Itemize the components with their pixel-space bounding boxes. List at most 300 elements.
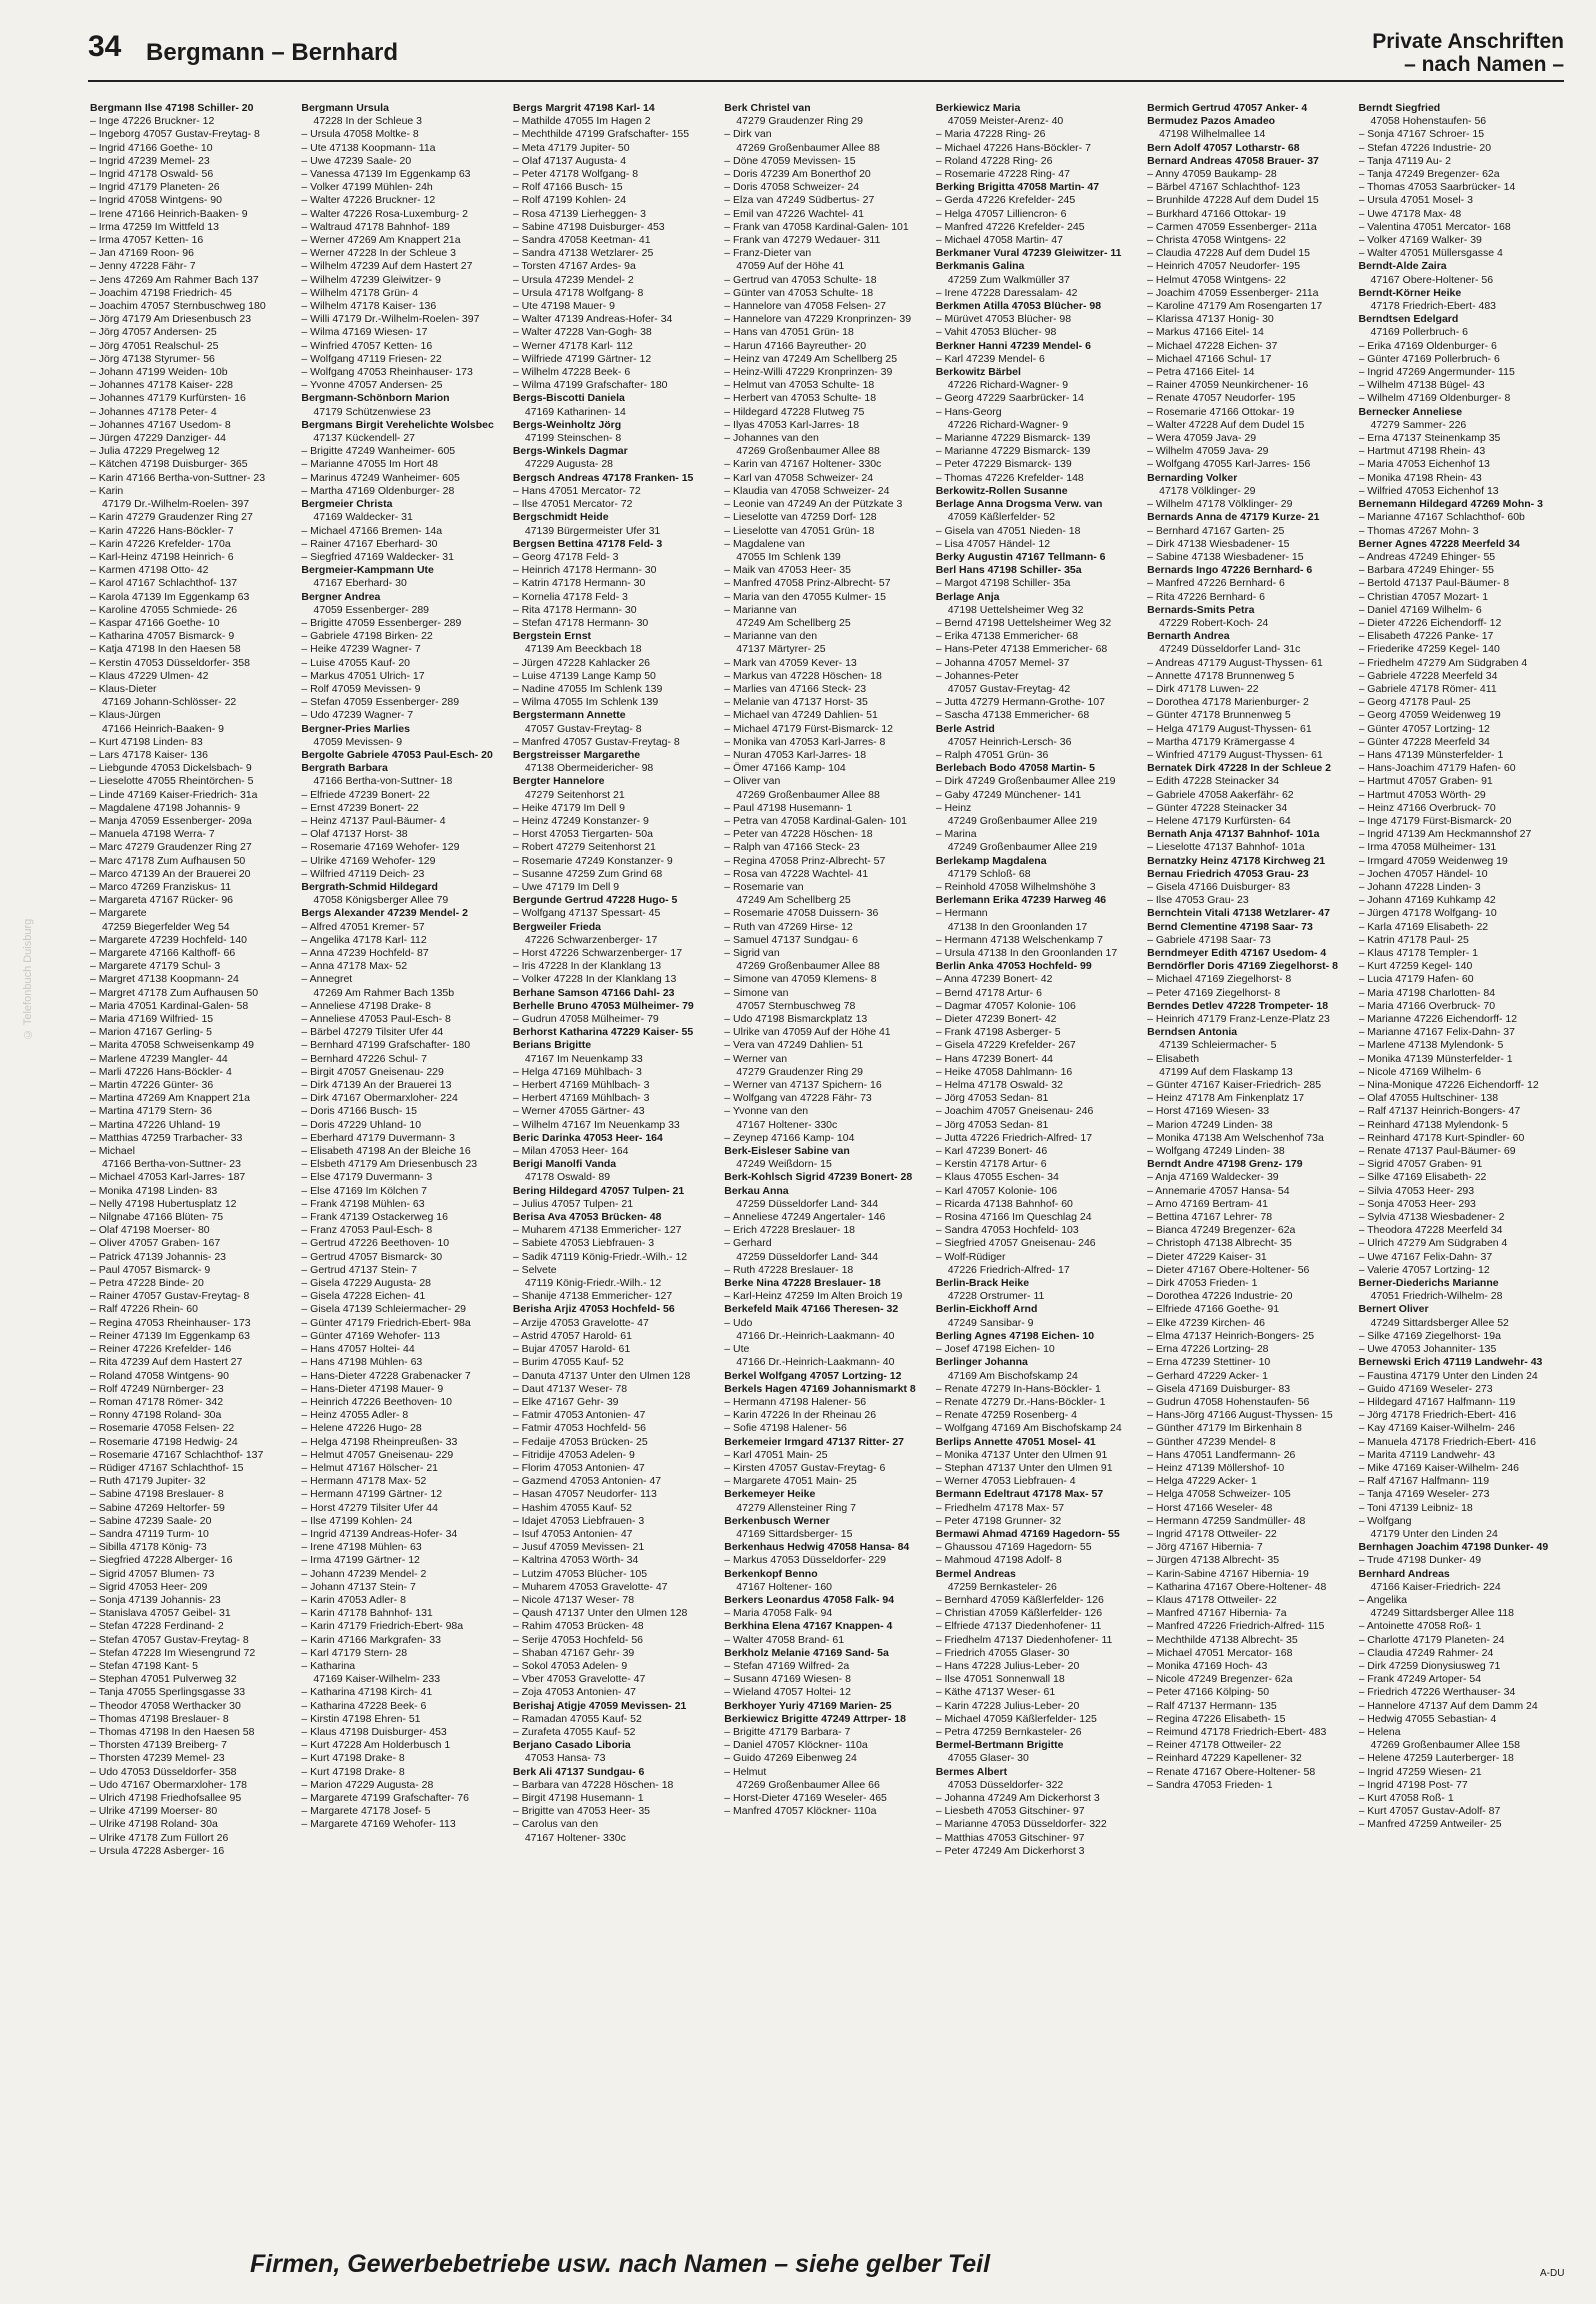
- listing-entry: – Jörg 47138 Styrumer- 56: [90, 352, 215, 365]
- listing-entry: – Wieland 47057 Holtei- 12: [724, 1686, 851, 1699]
- page-title: Bergmann – Bernhard: [146, 39, 399, 66]
- listing-entry: – Kirstin 47198 Ehren- 51: [301, 1712, 421, 1725]
- listing-entry: Berkholz Melanie 47169 Sand- 5a: [724, 1646, 889, 1659]
- listing-entry: – Hans-Jörg 47166 August-Thyssen- 15: [1147, 1409, 1333, 1422]
- listing-entry: – Ute 47138 Koopmann- 11a: [301, 141, 436, 154]
- listing-entry: – Martina 47226 Uhland- 19: [90, 1118, 221, 1131]
- listing-entry: – Carmen 47059 Essenberger- 211a: [1147, 220, 1317, 233]
- listing-entry: – Jusuf 47059 Mevissen- 21: [512, 1541, 645, 1554]
- listing-entry: – Karin 47226 Krefelder- 170a: [90, 537, 231, 550]
- listing-entry: – Monika 47138 Am Welschenhof 73a: [1147, 1131, 1324, 1144]
- listing-entry: – Peter 47198 Grunner- 32: [935, 1514, 1062, 1527]
- listing-entry: – Dirk 47249 Großenbaumer Allee 219: [935, 775, 1116, 788]
- listing-entry: – Udo 47198 Bismarckplatz 13: [724, 1013, 868, 1026]
- listing-entry: – Gabriele 47198 Saar- 73: [1147, 933, 1271, 946]
- listing-entry: Berkenbusch Werner: [724, 1514, 830, 1527]
- listing-entry: – Dirk 47259 Dionysiusweg 71: [1358, 1659, 1501, 1672]
- listing-entry: – Kurt 47058 Roß- 1: [1358, 1792, 1454, 1804]
- listing-entry: – Walter 47228 Auf dem Dudel 15: [1147, 418, 1305, 431]
- listing-entry: 47249 Sittardsberger Allee 118: [1370, 1607, 1514, 1620]
- listing-entry: – Heike 47058 Dahlmann- 16: [935, 1065, 1073, 1078]
- listing-entry: – Heinz-Willi 47229 Kronprinzen- 39: [724, 366, 893, 379]
- listing-entry: – Gisela 47229 Krefelder- 267: [935, 1039, 1076, 1052]
- listing-entry: 47167 Obere-Holtener- 56: [1370, 273, 1494, 286]
- listing-entry: – Marianne 47229 Bismarck- 139: [935, 432, 1091, 445]
- listing-entry: – Hannelore 47137 Auf dem Damm 24: [1358, 1699, 1538, 1712]
- listing-entry: Berner Agnes 47228 Meerfeld 34: [1358, 537, 1520, 550]
- listing-entry: – Marlene 47138 Mylendonk- 5: [1358, 1039, 1504, 1052]
- listing-entry: – Serije 47053 Hochfeld- 56: [512, 1633, 644, 1646]
- listing-entry: Bernards-Smits Petra: [1147, 603, 1255, 616]
- listing-entry: – Kornelia 47178 Feld- 3: [512, 590, 628, 603]
- listing-entry: – Sandra 47119 Turm- 10: [90, 1527, 209, 1540]
- listing-entry: – Dieter 47239 Bonert- 42: [935, 1013, 1057, 1026]
- listing-entry: – Maria 47228 Ring- 26: [935, 128, 1046, 141]
- listing-entry: – Karla 47169 Elisabeth- 22: [1358, 920, 1489, 933]
- listing-entry: – Sofie 47198 Halener- 56: [724, 1422, 847, 1435]
- listing-entry: – Jutta 47226 Friedrich-Alfred- 17: [935, 1131, 1093, 1144]
- listing-entry: – Zeynep 47166 Kamp- 104: [724, 1131, 855, 1144]
- listing-entry: – Manfred 47226 Krefelder- 245: [935, 220, 1085, 233]
- listing-entry: Berkenkopf Benno: [724, 1567, 818, 1580]
- listing-entry: 47138 In den Groonlanden 17: [947, 920, 1088, 933]
- listing-entry: – Frank van 47279 Wedauer- 311: [724, 234, 881, 247]
- listing-entry: 47178 Friedrich-Ebert- 483: [1370, 300, 1497, 313]
- listing-entry: – Nuran 47053 Karl-Jarres- 18: [724, 748, 867, 761]
- listing-entry: – Helga 47057 Lilliencron- 6: [935, 207, 1067, 220]
- listing-entry: – Rosa 47139 Lierheggen- 3: [512, 207, 646, 220]
- listing-entry: – Wilhelm 47239 Gleiwitzer- 9: [301, 273, 441, 286]
- listing-entry: 47178 Oswald- 89: [524, 1171, 611, 1184]
- listing-entry: – Oliver van: [724, 775, 781, 788]
- listing-entry: – Idajet 47053 Liebfrauen- 3: [512, 1514, 645, 1527]
- listing-entry: – Bernhard 47226 Schul- 7: [301, 1052, 427, 1065]
- listing-entry: Bernchtein Vitali 47138 Wetzlarer- 47: [1147, 907, 1330, 920]
- listing-entry: – Michael: [90, 1145, 135, 1158]
- listing-entry: 47051 Friedrich-Wilhelm- 28: [1370, 1290, 1503, 1303]
- listing-entry: – Kurt 47057 Gustav-Adolf- 87: [1358, 1805, 1501, 1818]
- listing-entry: 47249 Weißdorn- 15: [736, 1158, 832, 1171]
- listing-entry: – Irma 47058 Mülheimer- 131: [1358, 841, 1497, 854]
- listing-entry: 47279 Graudenzer Ring 29: [736, 115, 863, 128]
- listing-entry: Bernatek Dirk 47228 In der Schleue 2: [1147, 762, 1331, 775]
- listing-entry: – Barbara van 47228 Höschen- 18: [512, 1778, 674, 1791]
- listing-entry: – Lieselotte 47137 Bahnhof- 101a: [1147, 841, 1305, 854]
- listing-entry: – Erika 47169 Oldenburger- 6: [1358, 339, 1497, 352]
- listing-entry: – Gerda 47226 Krefelder- 245: [935, 194, 1076, 207]
- listing-entry: – Mike 47169 Kaiser-Wilhelm- 246: [1358, 1461, 1520, 1474]
- listing-entry: – Gudrun 47058 Hohenstaufen- 56: [1147, 1395, 1310, 1408]
- listing-entry: 47179 Schützenwiese 23: [313, 405, 431, 418]
- listing-entry: – Renate 47279 Dr.-Hans-Böckler- 1: [935, 1395, 1106, 1408]
- listing-entry: – Martin 47226 Günter- 36: [90, 1079, 214, 1092]
- listing-entry: – Matthias 47259 Trarbacher- 33: [90, 1131, 243, 1144]
- listing-entry: – Inge 47226 Bruckner- 12: [90, 115, 215, 128]
- listing-entry: – Anna 47178 Max- 52: [301, 960, 408, 973]
- listing-entry: Berl Hans 47198 Schiller- 35a: [935, 564, 1082, 577]
- listing-entry: – Johanna 47249 Am Dickerhorst 3: [935, 1792, 1100, 1804]
- listing-entry: – Daniel 47169 Wilhelm- 6: [1358, 603, 1482, 616]
- listing-entry: – Sigrid van: [724, 947, 780, 959]
- listing-entry: – Karl 47051 Main- 25: [724, 1448, 828, 1461]
- listing-entry: 47199 Steinschen- 8: [524, 432, 622, 445]
- listing-entry: – Silke 47169 Elisabeth- 22: [1358, 1171, 1487, 1184]
- listing-entry: – Emil van 47226 Wachtel- 41: [724, 207, 864, 220]
- listing-entry: – Michael 47053 Karl-Jarres- 187: [90, 1171, 246, 1184]
- listing-entry: – Kerstin 47178 Artur- 6: [935, 1158, 1047, 1171]
- listing-entry: – Bärbel 47279 Tilsiter Ufer 44: [301, 1026, 444, 1039]
- listing-entry: – Rosemarie 47249 Konstanzer- 9: [512, 854, 673, 867]
- listing-entry: – Ruth 47228 Breslauer- 18: [724, 1263, 854, 1276]
- listing-entry: – Ralf 47137 Heinrich-Bongers- 47: [1358, 1105, 1521, 1118]
- listing-entry: 47166 Heinrich-Baaken- 9: [102, 722, 224, 735]
- listing-entry: – Liesbeth 47053 Gitschiner- 97: [935, 1805, 1085, 1818]
- listing-entry: – Bettina 47167 Lehrer- 78: [1147, 1211, 1273, 1224]
- listing-entry: – Sabine 47198 Breslauer- 8: [90, 1488, 224, 1501]
- listing-entry: – Klaus 47055 Eschen- 34: [935, 1171, 1059, 1184]
- listing-entry: – Hermann 47198 Halener- 56: [724, 1395, 867, 1408]
- listing-entry: – Ulrike van 47059 Auf der Höhe 41: [724, 1026, 891, 1039]
- listing-entry: Berishaj Atigje 47059 Mevissen- 21: [512, 1699, 687, 1712]
- listing-entry: – Günter van 47053 Schulte- 18: [724, 286, 874, 299]
- listing-entry: – Günter 47169 Pollerbruch- 6: [1358, 352, 1500, 365]
- listing-entry: – Johann 47199 Weiden- 10b: [90, 366, 228, 379]
- listing-entry: – Ingrid 47259 Wiesen- 21: [1358, 1765, 1482, 1778]
- listing-entry: – Heinrich 47178 Hermann- 30: [512, 564, 657, 577]
- page-header: [88, 30, 1564, 82]
- listing-entry: – Franz-Dieter van: [724, 247, 812, 260]
- listing-entry: 47166 Bertha-von-Suttner- 18: [313, 775, 453, 788]
- listing-entry: Bernemann Hildegard 47269 Mohn- 3: [1358, 498, 1543, 511]
- listing-entry: – Kurt 47228 Am Holderbusch 1: [301, 1739, 451, 1752]
- listing-entry: – Peter van 47228 Höschen- 18: [724, 828, 873, 841]
- listing-entry: – Karin van 47167 Holtener- 330c: [724, 458, 882, 471]
- listing-entry: – Wilma 47169 Wiesen- 17: [301, 326, 428, 339]
- listing-entry: – Christoph 47138 Albrecht- 35: [1147, 1237, 1292, 1250]
- listing-entry: – Rolf 47199 Kohlen- 24: [512, 194, 627, 207]
- listing-entry: – Frank 47139 Ostackerweg 16: [301, 1211, 448, 1224]
- listing-entry: – Markus 47053 Düsseldorfer- 229: [724, 1554, 886, 1567]
- listing-entry: – Elisabeth 47198 An der Bleiche 16: [301, 1145, 471, 1158]
- listing-entry: 47249 Am Schellberg 25: [736, 616, 851, 629]
- listing-entry: – Julia 47229 Pregelweg 12: [90, 445, 220, 458]
- listing-entry: 47226 Friedrich-Alfred- 17: [947, 1263, 1070, 1276]
- footer-note: Firmen, Gewerbebetriebe usw. nach Namen – siehe gelber Teil: [250, 2250, 991, 2278]
- listing-entry: 47167 Holtener- 160: [736, 1580, 833, 1593]
- listing-entry: – Johann 47169 Kuhkamp 42: [1358, 894, 1496, 907]
- listing-entry: – Walter 47139 Andreas-Hofer- 34: [512, 313, 673, 326]
- listing-entry: 47169 Sittardsberger- 15: [736, 1527, 853, 1540]
- listing-entry: – Johannes 47178 Peter- 4: [90, 405, 217, 418]
- listing-entry: – Hasan 47057 Neudorfer- 113: [512, 1488, 657, 1501]
- listing-entry: – Thomas 47198 In den Haesen 58: [90, 1725, 255, 1738]
- listing-entry: – Petra van 47058 Kardinal-Galen- 101: [724, 814, 907, 827]
- listing-entry: – Mechthilde 47199 Grafschafter- 155: [512, 128, 690, 141]
- listing-entry: – Elfriede 47239 Bonert- 22: [301, 788, 430, 801]
- listing-entry: – Siegfried 47057 Gneisenau- 246: [935, 1237, 1096, 1250]
- listing-entry: – Ursula 47239 Mendel- 2: [512, 273, 634, 286]
- listing-entry: – Ingrid 47178 Oswald- 56: [90, 168, 214, 181]
- listing-entry: 47138 Obermeidericher- 98: [524, 762, 654, 775]
- listing-entry: 47228 Orstrumer- 11: [947, 1290, 1045, 1303]
- listing-entry: – Erich 47228 Breslauer- 18: [724, 1224, 856, 1237]
- listing-entry: Bernarding Volker: [1147, 471, 1238, 484]
- listing-entry: Bermann Edeltraut 47178 Max- 57: [935, 1488, 1104, 1501]
- listing-entry: – Winfried 47057 Ketten- 16: [301, 339, 433, 352]
- listing-entry: – Johann 47239 Mendel- 2: [301, 1567, 427, 1580]
- listing-entry: – Ingrid 47269 Angermunder- 115: [1358, 366, 1515, 379]
- listing-entry: 47059 Essenberger- 289: [313, 603, 430, 616]
- listing-entry: – Gertrud van 47053 Schulte- 18: [724, 273, 877, 286]
- listing-entry: – Julius 47057 Tulpen- 21: [512, 1197, 634, 1210]
- listing-entry: Berk Christel van: [724, 102, 811, 114]
- listing-entry: 47053 Hansa- 73: [524, 1752, 606, 1765]
- listing-entry: Bergs-Winkels Dagmar: [512, 445, 628, 458]
- listing-column-3: [513, 102, 718, 2212]
- listing-entry: – Maria 47166 Overbruck- 70: [1358, 999, 1496, 1012]
- listing-entry: 47269 Großenbaumer Allee 88: [736, 445, 880, 458]
- listing-entry: 47179 Dr.-Wilhelm-Roelen- 397: [102, 498, 250, 511]
- listing-entry: – Ilse 47053 Grau- 23: [1147, 894, 1249, 907]
- listing-entry: – Karin 47226 Hans-Böckler- 7: [90, 524, 234, 537]
- listing-entry: – Frank 47198 Mühlen- 63: [301, 1197, 425, 1210]
- listing-entry: – Marco 47269 Franziskus- 11: [90, 880, 232, 893]
- listing-entry: – Wolfgang 47119 Friesen- 22: [301, 352, 442, 365]
- listing-entry: – Walter 47058 Brand- 61: [724, 1633, 845, 1646]
- listing-entry: Bernhard Andreas: [1358, 1567, 1450, 1580]
- listing-entry: – Liebgunde 47053 Dickelsbach- 9: [90, 762, 252, 775]
- listing-entry: – Silvia 47053 Heer- 293: [1358, 1184, 1475, 1197]
- listing-entry: – Faustina 47179 Unter den Linden 24: [1358, 1369, 1538, 1382]
- listing-entry: – Milan 47053 Heer- 164: [512, 1145, 629, 1158]
- listing-entry: 47137 Kückendell- 27: [313, 432, 415, 445]
- listing-entry: – Mahmoud 47198 Adolf- 8: [935, 1554, 1062, 1567]
- listing-entry: Bergstreisser Margarethe: [512, 748, 641, 761]
- listing-entry: – Hermann: [935, 907, 988, 920]
- listing-entry: – Hannelore van 47058 Felsen- 27: [724, 300, 886, 313]
- listing-entry: 47059 Käßlerfelder- 52: [947, 511, 1056, 524]
- listing-entry: Berlips Annette 47051 Mosel- 41: [935, 1435, 1096, 1448]
- listing-entry: – Yvonne van den: [724, 1105, 809, 1118]
- listing-entry: 47279 Seitenhorst 21: [524, 788, 625, 801]
- listing-entry: 47279 Allensteiner Ring 7: [736, 1501, 856, 1514]
- listing-entry: – Bernd 47178 Artur- 6: [935, 986, 1042, 999]
- listing-entry: Berjano Casado Liboria: [512, 1739, 631, 1752]
- listing-entry: – Vera van 47249 Dahlien- 51: [724, 1039, 864, 1052]
- listing-entry: – Matthias 47053 Gitschiner- 97: [935, 1831, 1085, 1844]
- listing-entry: – Karol 47167 Schlachthof- 137: [90, 577, 238, 590]
- listing-entry: – Gertrud 47137 Stein- 7: [301, 1263, 417, 1276]
- listing-entry: – Zoja 47053 Antonien- 47: [512, 1686, 637, 1699]
- listing-entry: – Herbert van 47053 Schulte- 18: [724, 392, 877, 405]
- listing-entry: – Horst 47226 Schwarzenberger- 17: [512, 947, 683, 959]
- listing-entry: – Tanja 47055 Sperlingsgasse 33: [90, 1686, 246, 1699]
- page-number: 34: [88, 30, 122, 63]
- listing-entry: – Regina 47226 Elisabeth- 15: [1147, 1712, 1286, 1725]
- listing-entry: – Marco 47139 An der Brauerei 20: [90, 867, 251, 880]
- listing-entry: – Reiner 47226 Krefelder- 146: [90, 1343, 232, 1356]
- listing-entry: – Monika 47169 Hoch- 43: [1147, 1659, 1268, 1672]
- listing-entry: – Dirk 47167 Obermarxloher- 224: [301, 1092, 458, 1105]
- listing-entry: – Ulrike 47169 Wehofer- 129: [301, 854, 436, 867]
- listing-entry: Berndmeyer Edith 47167 Usedom- 4: [1147, 947, 1327, 959]
- listing-entry: – Mathilde 47055 Im Hagen 2: [512, 115, 651, 128]
- listing-entry: – Michael 47051 Mercator- 168: [1147, 1646, 1293, 1659]
- listing-entry: – Elfriede 47137 Diedenhofener- 11: [935, 1620, 1102, 1633]
- listing-entry: – Elisabeth: [1147, 1052, 1200, 1065]
- listing-entry: Bernard Andreas 47058 Brauer- 37: [1147, 154, 1319, 167]
- listing-entry: – Sabine 47239 Saale- 20: [90, 1514, 212, 1527]
- listing-entry: – Sabine 47138 Wiesbadener- 15: [1147, 550, 1304, 563]
- listing-entry: – Helmut: [724, 1765, 767, 1778]
- listing-entry: Berk Ali 47137 Sundgau- 6: [512, 1765, 645, 1778]
- listing-entry: – Wilhelm 47178 Kaiser- 136: [301, 300, 437, 313]
- listing-column-4: [724, 102, 929, 2212]
- listing-entry: – Daut 47137 Weser- 78: [512, 1382, 628, 1395]
- listing-entry: Berndörfler Doris 47169 Ziegelhorst- 8: [1147, 960, 1338, 973]
- listing-entry: – Georg 47059 Weidenweg 19: [1358, 709, 1501, 722]
- listing-entry: Bernarth Andrea: [1147, 630, 1230, 643]
- listing-entry: Berling Agnes 47198 Eichen- 10: [935, 1329, 1095, 1342]
- listing-entry: 47166 Dr.-Heinrich-Laakmann- 40: [736, 1356, 895, 1369]
- listing-entry: 47139 Am Beeckbach 18: [524, 643, 642, 656]
- listing-entry: – Hans 47228 Julius-Leber- 20: [935, 1659, 1080, 1672]
- listing-entry: – Ruth 47179 Jupiter- 32: [90, 1475, 206, 1488]
- listing-entry: – Ralf 47226 Rhein- 60: [90, 1303, 198, 1316]
- listing-entry: – Michael 47059 Käßlerfelder- 125: [935, 1712, 1097, 1725]
- listing-entry: Bermel Andreas: [935, 1567, 1016, 1580]
- listing-entry: – Kätchen 47198 Duisburger- 365: [90, 458, 248, 471]
- listing-entry: – Karin 47179 Friedrich-Ebert- 98a: [301, 1620, 464, 1633]
- listing-entry: – Paul 47198 Husemann- 1: [724, 801, 853, 814]
- listing-entry: 47055 Im Schlenk 139: [736, 550, 841, 563]
- listing-entry: – Michael 47169 Ziegelhorst- 8: [1147, 973, 1292, 986]
- listing-entry: – Manfred 47259 Antweiler- 25: [1358, 1818, 1502, 1831]
- listing-entry: – Walter 47226 Bruckner- 12: [301, 194, 436, 207]
- listing-entry: – Dieter 47229 Kaiser- 31: [1147, 1250, 1267, 1263]
- listing-entry: – Roland 47228 Ring- 26: [935, 154, 1053, 167]
- listing-entry: 47169 Am Bischofskamp 24: [947, 1369, 1078, 1382]
- listing-entry: Berkau Anna: [724, 1184, 789, 1197]
- listing-entry: – Lisa 47057 Händel- 12: [935, 537, 1051, 550]
- listing-entry: 47249 Sittardsberger Allee 52: [1370, 1316, 1509, 1329]
- listing-entry: – Marion 47249 Linden- 38: [1147, 1118, 1273, 1131]
- listing-entry: Berkels Hagen 47169 Johannismarkt 8: [724, 1382, 916, 1395]
- listing-entry: – Angelika 47178 Karl- 112: [301, 933, 427, 946]
- listing-entry: 47269 Großenbaumer Allee 66: [736, 1778, 880, 1791]
- listing-entry: – Elisabeth 47226 Panke- 17: [1358, 630, 1494, 643]
- listing-entry: – Marita 47058 Schweisenkamp 49: [90, 1039, 255, 1052]
- listing-entry: – Gabriele 47228 Meerfeld 34: [1358, 669, 1498, 682]
- listing-entry: – Elsbeth 47179 Am Driesenbusch 23: [301, 1158, 478, 1171]
- listing-entry: – Manuela 47198 Werra- 7: [90, 828, 215, 841]
- section-heading: [1372, 30, 1564, 76]
- listing-entry: Berhelle Bruno 47053 Mülheimer- 79: [512, 999, 694, 1012]
- listing-entry: – Walter 47226 Rosa-Luxemburg- 2: [301, 207, 468, 220]
- listing-entry: – Jörg 47167 Hibernia- 7: [1147, 1541, 1263, 1554]
- listing-entry: – Andreas 47179 August-Thyssen- 61: [1147, 656, 1323, 669]
- listing-entry: 47249 Düsseldorfer Land- 31c: [1159, 643, 1301, 656]
- listing-entry: – Udo: [724, 1316, 753, 1329]
- listing-entry: Berkmen Atilla 47053 Blücher- 98: [935, 300, 1102, 313]
- listing-entry: – Katharina 47198 Kirch- 41: [301, 1686, 433, 1699]
- listing-entry: – Bertold 47137 Paul-Bäumer- 8: [1358, 577, 1510, 590]
- listing-entry: – Renate 47057 Neudorfer- 195: [1147, 392, 1296, 405]
- listing-entry: – Johannes van den: [724, 432, 819, 445]
- listing-entry: – Friedhelm 47137 Diedenhofener- 11: [935, 1633, 1113, 1646]
- listing-entry: – Stefan 47059 Essenberger- 289: [301, 696, 460, 709]
- listing-entry: 47139 Schleiermacher- 5: [1159, 1039, 1277, 1052]
- listing-entry: – Margarete 47178 Josef- 5: [301, 1805, 431, 1818]
- listing-entry: 47178 Völklinger- 29: [1159, 484, 1256, 497]
- listing-entry: 47166 Bertha-von-Suttner- 23: [102, 1158, 241, 1171]
- listing-entry: – Thorsten 47239 Memel- 23: [90, 1752, 225, 1765]
- listing-entry: – Johannes 47179 Kurfürsten- 16: [90, 392, 246, 405]
- listing-entry: – Burkhard 47166 Ottokar- 19: [1147, 207, 1287, 220]
- listing-entry: Berk-Kohlsch Sigrid 47239 Bonert- 28: [724, 1171, 913, 1184]
- listing-entry: – Michael van 47249 Dahlien- 51: [724, 709, 878, 722]
- listing-entry: – Zurafeta 47055 Kauf- 52: [512, 1725, 636, 1738]
- listing-entry: 47198 Uettelsheimer Weg 32: [947, 603, 1084, 616]
- listing-entry: – Rosemarie van: [724, 880, 804, 893]
- listing-entry: Bergmeier-Kampmann Ute: [301, 564, 434, 577]
- listing-entry: Bernert Oliver: [1358, 1303, 1429, 1316]
- listing-entry: Bermich Gertrud 47057 Anker- 4: [1147, 102, 1308, 114]
- listing-entry: – Maria van den 47055 Kulmer- 15: [724, 590, 886, 603]
- listing-entry: – Rainer 47167 Eberhard- 30: [301, 537, 438, 550]
- listing-entry: – Sonja 47053 Heer- 293: [1358, 1197, 1476, 1210]
- listing-entry: – Gabriele 47058 Aakerfähr- 62: [1147, 788, 1294, 801]
- listing-entry: – Markus 47051 Ulrich- 17: [301, 669, 425, 682]
- listing-entry: – Horst-Dieter 47169 Weseler- 465: [724, 1792, 887, 1804]
- listing-entry: – Gabriele 47198 Birken- 22: [301, 630, 433, 643]
- listing-entry: – Brigitte 47059 Essenberger- 289: [301, 616, 462, 629]
- listing-entry: 47249 Sansibar- 9: [947, 1316, 1034, 1329]
- listing-entry: – Karin: [90, 484, 124, 497]
- listing-entry: – Doris 47229 Uhland- 10: [301, 1118, 422, 1131]
- listing-entry: – Michael 47179 Fürst-Bismarck- 12: [724, 722, 893, 735]
- listing-entry: – Friederike 47259 Kegel- 140: [1358, 643, 1500, 656]
- listing-entry: Bergmeier Christa: [301, 498, 393, 511]
- listing-entry: – Hashim 47055 Kauf- 52: [512, 1501, 632, 1514]
- listing-entry: Bergschmidt Heide: [512, 511, 609, 524]
- listing-entry: – Karoline 47179 Am Rosengarten 17: [1147, 300, 1323, 313]
- listing-entry: – Michael 47058 Martin- 47: [935, 234, 1063, 247]
- listing-entry: – Johannes 47167 Usedom- 8: [90, 418, 231, 431]
- listing-entry: – Helmut 47057 Gneisenau- 229: [301, 1448, 454, 1461]
- listing-entry: – Jürgen 47178 Wolfgang- 10: [1358, 907, 1497, 920]
- listing-entry: – Heinz 47055 Adler- 8: [301, 1409, 409, 1422]
- listing-entry: 47169 Katharinen- 14: [524, 405, 626, 418]
- listing-entry: – Ernst 47239 Bonert- 22: [301, 801, 419, 814]
- listing-entry: – Martha 47179 Krämergasse 4: [1147, 735, 1295, 748]
- listing-entry: – Werner 47269 Am Knappert 21a: [301, 234, 461, 247]
- listing-entry: – Ulrich 47198 Friedhofsallee 95: [90, 1792, 242, 1804]
- listing-entry: – Katharina 47228 Beek- 6: [301, 1699, 427, 1712]
- listing-entry: 47249 Großenbaumer Allee 219: [947, 814, 1098, 827]
- listing-entry: Berlage Anna Drogsma Verw. van: [935, 498, 1103, 511]
- listing-entry: – Stefan 47226 Industrie- 20: [1358, 141, 1492, 154]
- listing-entry: – Manfred 47057 Gustav-Freytag- 8: [512, 735, 680, 748]
- listing-entry: 47279 Sammer- 226: [1370, 418, 1467, 431]
- listing-entry: – Erika 47138 Emmericher- 68: [935, 630, 1079, 643]
- listing-entry: – Silke 47169 Ziegelhorst- 19a: [1358, 1329, 1501, 1342]
- listing-entry: – Katharina: [301, 1659, 356, 1672]
- listing-entry: – Fatmir 47053 Hochfeld- 56: [512, 1422, 646, 1435]
- listing-entry: – Ursula 47058 Moltke- 8: [301, 128, 419, 141]
- listing-entry: – Anna 47239 Hochfeld- 87: [301, 947, 429, 959]
- listing-entry: 47228 In der Schleue 3: [313, 115, 423, 128]
